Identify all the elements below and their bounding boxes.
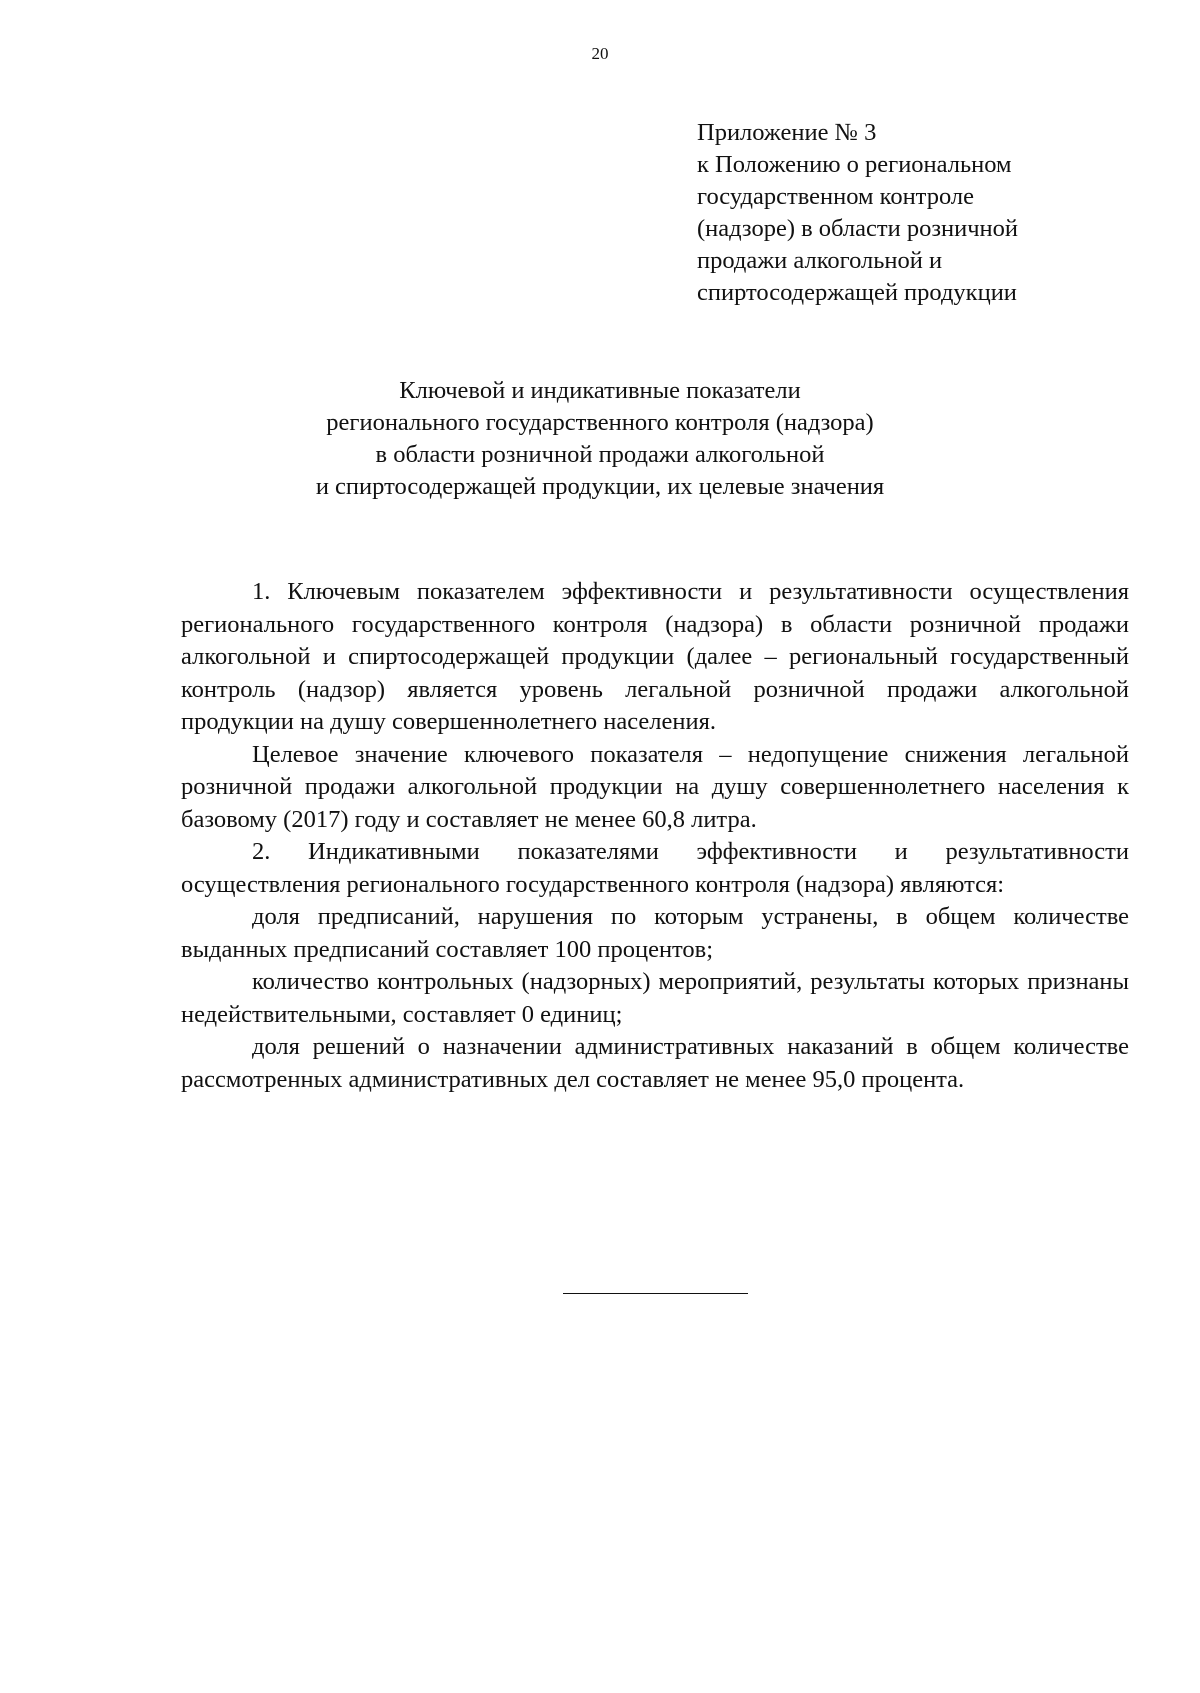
title-line: регионального государственного контроля (надзора)	[326, 409, 874, 436]
appendix-header	[697, 117, 1137, 309]
appendix-line: к Положению о региональном	[697, 151, 1012, 178]
body-paragraph: 1. Ключевым показателем эффективности и результативности осуществления регионального государственного контроля (надзора) в области розничной продажи алкогольной и спиртосодержащей продукции (далее – региональный государственный контроль (надзор) является уровень легальной розничной продажи алкогольной продукции на душу совершеннолетнего населения.	[181, 578, 1129, 735]
end-separator-line	[563, 1293, 748, 1294]
title-line: Ключевой и индикативные показатели	[399, 377, 801, 404]
body-paragraph: Целевое значение ключевого показателя – недопущение снижения легальной розничной продажи алкогольной продукции на душу совершеннолетнего населения к базовому (2017) году и составляет не менее 60,8 литра.	[181, 740, 1129, 833]
body-paragraph: доля предписаний, нарушения по которым устранены, в общем количестве выданных предписаний составляет 100 процентов;	[181, 903, 1129, 963]
page-number: 20	[591, 44, 609, 63]
appendix-line: продажи алкогольной и	[697, 247, 943, 274]
appendix-line: (надзоре) в области розничной	[697, 215, 1019, 242]
appendix-line: государственном контроле	[697, 183, 974, 210]
document-title	[0, 375, 1200, 503]
title-line: и спиртосодержащей продукции, их целевые значения	[315, 473, 885, 500]
body-paragraph: доля решений о назначении административных наказаний в общем количестве рассмотренных административных дел составляет не менее 95,0 процента.	[181, 1033, 1129, 1093]
body-paragraph: 2. Индикативными показателями эффективности и результативности осуществления регионального государственного контроля (надзора) являются:	[181, 838, 1129, 898]
appendix-line: спиртосодержащей продукции	[697, 279, 1017, 306]
title-line: в области розничной продажи алкогольной	[375, 441, 825, 468]
document-body	[181, 576, 1129, 1096]
appendix-line: Приложение № 3	[697, 119, 877, 146]
body-paragraph: количество контрольных (надзорных) мероприятий, результаты которых признаны недействительными, составляет 0 единиц;	[181, 968, 1129, 1028]
